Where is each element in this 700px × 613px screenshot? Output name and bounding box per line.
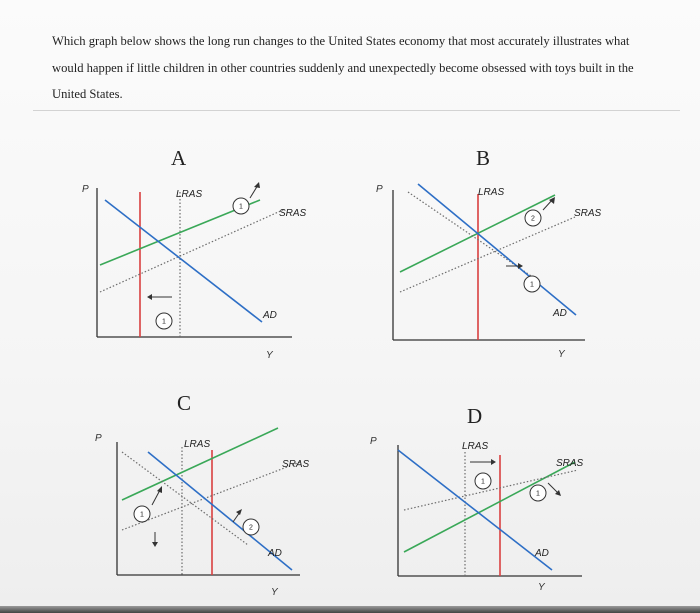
graph-c-ad-label: AD — [268, 548, 282, 559]
screen-edge-bar — [0, 606, 700, 613]
graph-c-price-axis-label: P — [95, 433, 102, 444]
graph-b-ad-curve — [418, 184, 576, 315]
graph-a-marker-2-icon — [156, 313, 172, 329]
graph-a-ad-label: AD — [263, 310, 277, 321]
graph-b-lras-label: LRAS — [478, 187, 505, 198]
graph-c-marker-2-icon — [243, 519, 259, 535]
graph-c-sras-label: SRAS — [282, 459, 310, 470]
svg-text:2: 2 — [249, 524, 253, 532]
svg-text:1: 1 — [162, 318, 166, 326]
graph-d-title: D — [467, 404, 483, 428]
graph-a — [82, 146, 307, 361]
graph-c-output-axis-label: Y — [271, 587, 278, 598]
graph-a-marker-1-icon — [233, 198, 249, 214]
graph-c — [95, 391, 310, 598]
graph-a-arrow-up-icon — [250, 182, 260, 198]
svg-text:1: 1 — [481, 478, 485, 486]
graph-c-title: C — [177, 391, 192, 415]
graph-b-output-axis-label: Y — [558, 349, 565, 360]
graph-b-price-axis-label: P — [376, 184, 383, 195]
graph-d-marker-2-icon — [530, 485, 546, 501]
graph-a-output-axis-label: Y — [266, 350, 273, 361]
graph-a-title: A — [171, 146, 187, 170]
graph-d-sras-label: SRAS — [556, 458, 584, 469]
graph-d-output-axis-label: Y — [538, 582, 545, 593]
graph-c-lras-label: LRAS — [184, 439, 211, 450]
graph-c-arrow-up-icon — [152, 486, 162, 505]
graph-b-title: B — [476, 146, 491, 170]
graph-a-lras-label: LRAS — [176, 189, 203, 200]
svg-text:1: 1 — [140, 511, 144, 519]
question-text: Which graph below shows the long run changes to the United States economy that most accurately illustrates what would happen if little children in other countries suddenly and unexpectedly become obsessed with toys built in the United States. — [52, 34, 634, 101]
graph-a-ad-curve — [105, 200, 262, 322]
graph-d-price-axis-label: P — [370, 436, 377, 447]
graph-b-marker-2-icon — [524, 276, 540, 292]
graph-c-arrow-down-icon — [152, 532, 158, 547]
graph-d-marker-1-icon — [475, 473, 491, 489]
graph-b — [376, 146, 602, 360]
svg-text:1: 1 — [536, 490, 540, 498]
graph-a-sras-label: SRAS — [279, 208, 307, 219]
svg-text:2: 2 — [531, 215, 535, 223]
graph-c-marker-1-icon — [134, 506, 150, 522]
graph-d-arrow-down-right-icon — [548, 483, 561, 496]
svg-text:1: 1 — [239, 203, 243, 211]
graph-c-sras-shifted — [122, 462, 300, 530]
graph-b-ad-label: AD — [553, 308, 567, 319]
graph-b-sras-label: SRAS — [574, 208, 602, 219]
graph-c-arrow-up-right-icon — [233, 509, 242, 522]
graph-b-arrow-up-icon — [543, 197, 555, 210]
graph-a-price-axis-label: P — [82, 184, 89, 195]
svg-text:1: 1 — [530, 281, 534, 289]
graph-d-ad-label: AD — [535, 548, 549, 559]
graph-d-arrow-right-icon — [470, 459, 496, 465]
graph-d-lras-label: LRAS — [462, 441, 489, 452]
graph-d — [370, 404, 584, 593]
graph-c-ad-shifted — [122, 452, 248, 545]
graph-b-marker-1-icon — [525, 210, 541, 226]
graph-a-arrow-left-icon — [147, 294, 172, 300]
graph-d-ad-curve — [398, 450, 552, 570]
graph-a-sras-shifted — [100, 209, 285, 292]
